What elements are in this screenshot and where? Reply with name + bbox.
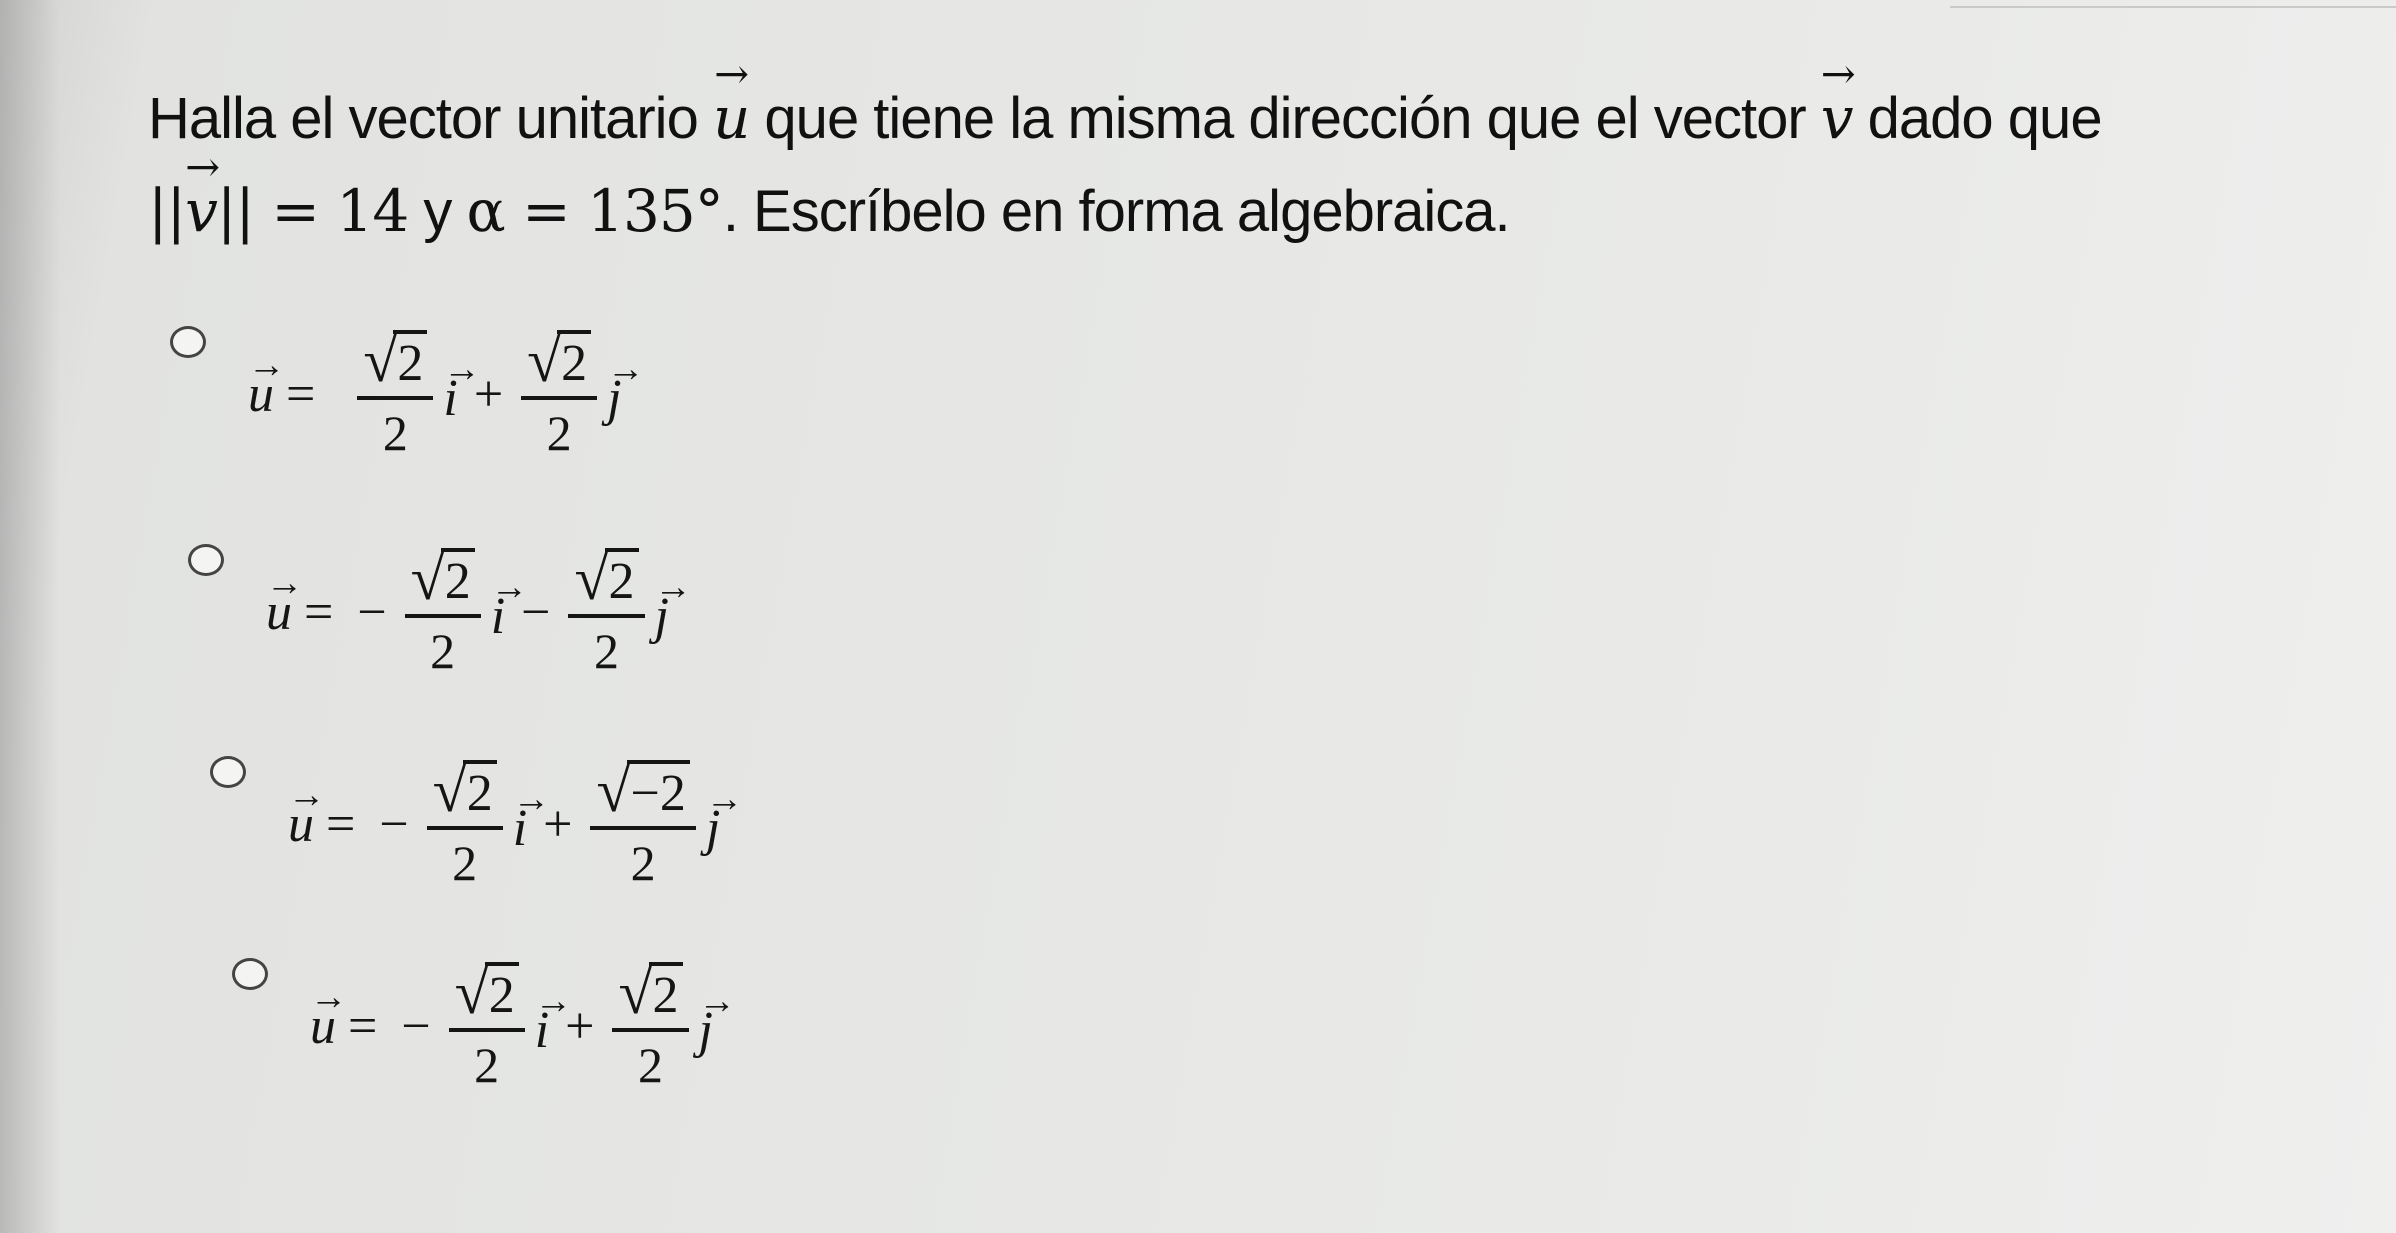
conjunction-y: y (408, 179, 467, 244)
formula-option-1 (248, 327, 626, 461)
lhs-vector-u: → u (248, 365, 274, 424)
fraction-term-1 (405, 545, 481, 679)
sign-term-1: − (401, 997, 431, 1055)
sqrt-icon: √ (454, 959, 489, 1028)
radicand-1: 2 (485, 962, 519, 1022)
question-line1-part1: Halla el vector unitario (148, 86, 713, 151)
top-divider (1950, 6, 2396, 8)
equals-sign: = (286, 365, 316, 423)
radicand-2: 2 (649, 962, 683, 1022)
answer-option-1[interactable] (170, 327, 626, 461)
equals-sign: = (304, 583, 334, 641)
vector-u-symbol: → u (713, 72, 749, 164)
unit-vector-j: → j (699, 1001, 713, 1060)
sign-term-1: − (357, 583, 387, 641)
sign-term-1: − (379, 795, 409, 853)
fraction-term-1 (449, 959, 525, 1093)
lhs-vector-u: → u (288, 795, 314, 854)
radicand-1: 2 (441, 548, 475, 608)
unit-vector-i: → i (513, 799, 527, 858)
question-line1-part2: que tiene la misma dirección que el vector (749, 86, 1821, 151)
radio-button-option-4[interactable] (232, 958, 268, 990)
operator-between-terms: + (565, 997, 595, 1055)
fraction-term-1 (357, 327, 433, 461)
unit-vector-j: → j (655, 587, 669, 646)
radicand-2: 2 (557, 330, 591, 390)
sqrt-icon: √ (618, 959, 653, 1028)
sqrt-icon: √ (574, 545, 609, 614)
equals-sign: = (326, 795, 356, 853)
denominator-2: 2 (590, 826, 695, 888)
lhs-vector-u: → u (310, 997, 336, 1056)
denominator-1: 2 (405, 614, 481, 676)
answer-option-4[interactable] (232, 959, 717, 1093)
question-text (148, 72, 2298, 258)
question-line2-rest: . Escríbelo en forma algebraica. (722, 179, 1510, 244)
answer-option-3[interactable] (210, 757, 724, 891)
sqrt-icon: √ (596, 757, 631, 826)
equals-sign: = (348, 997, 378, 1055)
radicand-1: 2 (463, 760, 497, 820)
radio-button-option-3[interactable] (210, 756, 246, 788)
denominator-1: 2 (357, 396, 433, 458)
sqrt-icon: √ (410, 545, 445, 614)
vector-v-symbol: → v (1821, 72, 1853, 164)
denominator-2: 2 (612, 1028, 688, 1090)
question-line1-part3: dado que (1852, 86, 2102, 151)
formula-option-2 (266, 545, 673, 679)
alpha-expression: α = 135° (466, 177, 723, 245)
operator-between-terms: + (473, 365, 504, 423)
fraction-term-2 (568, 545, 644, 679)
norm-open: || (148, 177, 186, 245)
fraction-term-2 (590, 757, 695, 891)
unit-vector-i: → i (491, 587, 505, 646)
radicand-1: 2 (393, 330, 427, 390)
left-edge-shadow (0, 0, 60, 1233)
denominator-1: 2 (449, 1028, 525, 1090)
denominator-2: 2 (521, 396, 597, 458)
unit-vector-i: → i (443, 369, 457, 428)
sqrt-icon: √ (432, 757, 467, 826)
unit-vector-i: → i (535, 1001, 549, 1060)
formula-option-4 (310, 959, 717, 1093)
fraction-term-2 (612, 959, 688, 1093)
radicand-2: −2 (627, 760, 690, 820)
denominator-1: 2 (427, 826, 503, 888)
radicand-2: 2 (605, 548, 639, 608)
norm-vector-v: → v (185, 165, 217, 257)
operator-between-terms: − (521, 583, 551, 641)
denominator-2: 2 (568, 614, 644, 676)
radio-button-option-2[interactable] (188, 544, 224, 576)
operator-between-terms: + (543, 795, 573, 853)
answer-option-2[interactable] (188, 545, 673, 679)
sqrt-icon: √ (363, 327, 398, 396)
unit-vector-j: → j (607, 369, 621, 428)
unit-vector-j: → j (706, 799, 720, 858)
fraction-term-1 (427, 757, 503, 891)
norm-value: || = 14 (216, 177, 409, 245)
fraction-term-2 (521, 327, 597, 461)
lhs-vector-u: → u (266, 583, 292, 642)
sqrt-icon: √ (527, 327, 562, 396)
formula-option-3 (288, 757, 724, 891)
radio-button-option-1[interactable] (170, 326, 206, 358)
